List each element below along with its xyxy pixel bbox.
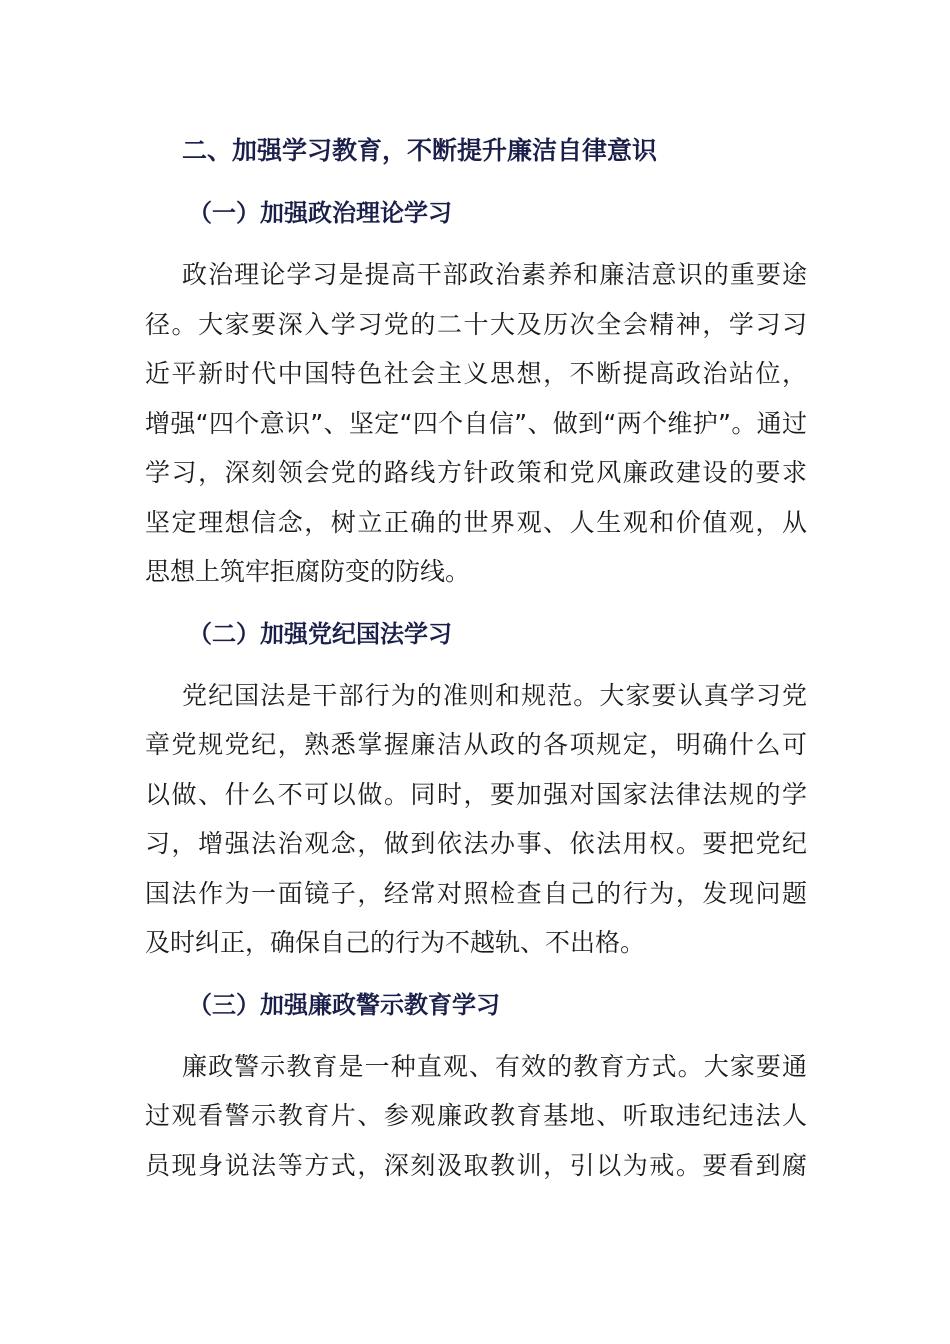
paragraph-1 [145,250,807,597]
text-line: 以做、什么不可以做。同时，要加强对国家法律法规的学 [145,779,807,809]
paragraph-2 [145,671,807,968]
text-line: 章党规党纪，熟悉掌握廉洁从政的各项规定，明确什么可 [145,730,807,759]
text-line: 思想上筑牢拒腐防变的防线。 [145,557,471,586]
text-line: 党纪国法是干部行为的准则和规范。大家要认真学习党 [182,680,807,710]
subsection-title-1: （一）加强政治理论学习 [188,199,452,227]
paragraph-3 [145,1042,807,1191]
text-line: 增强“四个意识”、坚定“四个自信”、做到“两个维护”。通过 [145,408,807,438]
section-heading: 二、加强学习教育，不断提升廉洁自律意识 [182,136,658,165]
text-line: 学习，深刻领会党的路线方针政策和党风廉政建设的要求 [145,458,807,487]
text-line: 国法作为一面镜子，经常对照检查自己的行为，发现问题 [145,878,807,908]
text-line: 廉政警示教育是一种直观、有效的教育方式。大家要通 [182,1051,807,1081]
subsection-title-2: （二）加强党纪国法学习 [188,619,452,648]
text-line: 及时纠正，确保自己的行为不越轨、不出格。 [145,928,646,957]
text-line: 员现身说法等方式，深刻汲取教训，引以为戒。要看到腐 [145,1150,807,1180]
text-line: 近平新时代中国特色社会主义思想，不断提高政治站位， [145,359,807,388]
text-line: 坚定理想信念，树立正确的世界观、人生观和价值观，从 [145,507,807,537]
document-body [145,126,807,1202]
subsection-title-3: （三）加强廉政警示教育学习 [188,990,500,1019]
text-line: 习，增强法治观念，做到依法办事、依法用权。要把党纪 [145,829,807,858]
text-line: 政治理论学习是提高干部政治素养和廉洁意识的重要途 [182,260,807,289]
text-line: 径。大家要深入学习党的二十大及历次全会精神，学习习 [145,309,807,339]
text-line: 过观看警示教育片、参观廉政教育基地、听取违纪违法人 [145,1101,807,1130]
